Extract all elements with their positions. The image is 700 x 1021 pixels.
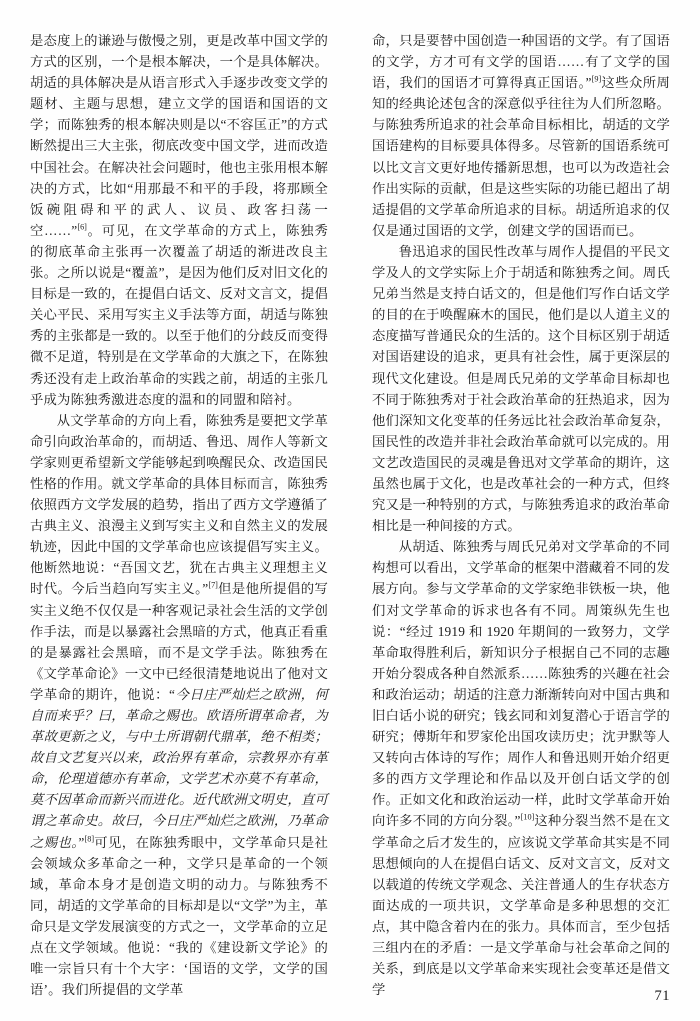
left-column xyxy=(30,30,329,998)
body-text: 命，只是要替中国创造一种国语的文学。有了国语的文学，方才可有文学的国语……有了文学的国语，我们的国语才可算得真正国语。” xyxy=(372,33,670,91)
body-text: 。可见，在文学革命的方式上，陈独秀的彻底革命主张再一次覆盖了胡适的渐进改良主张。之所以说是“覆盖”，是因为他们反对旧文化的目标是一致的，在提倡白话文、反对文言文，提倡关心平民、采用写实主义手法等方面，胡适与陈独秀的主张都是一致的。以至于他们的分歧反而变得微不足道，特别是在文学革命的大旗之下，在陈独秀还没有走上政治革命的实践之前，胡适的主张几乎成为陈独秀激进态度的温和的同盟和陪衬。 xyxy=(30,222,328,407)
body-text: 这些众所周知的经典论述包含的深意似乎往往为人们所忽略。与陈独秀所追求的社会革命目标相比，胡适的文学国语建构的目标要具体得多。尽管新的国语系统可以比文言文更好地传播新思想，也可以为改造社会作出实际的贡献，但是这些实际的功能已超出了胡适提倡的文学革命所追求的目标。胡适所追求的仅仅是通过国语的文学，创建文学的国语而已。 xyxy=(372,75,671,238)
body-text: 是态度上的谦逊与傲慢之别，更是改革中国文学的方式的区别，一个是根本解决，一个是具体解决。胡适的具体解决是从语言形式入手逐步改变文学的题材、主题与思想，建立文学的国语和国语的文学；而陈独秀的根本解决则是以“不容匡正”的方式断然提出三大主张，彻底改变中国文学，进而改造中国社会。在解决社会问题时，他也主张用根本解决的方式，比如“用那最不和平的手段，将那顾全饭碗阻碍和平的武人、议员、政客扫荡一空……” xyxy=(30,33,328,238)
quoted-passage: 今日庄严灿烂之欧洲，何自而来乎？曰，革命之赐也。欧语所谓革命者，为革故更新之义，与中土所谓朝代鼎革，绝不相类；故自文艺复兴以来，政治界有革命，宗教界亦有革命，伦理道德亦有革命，文学艺术亦莫不有革命，莫不因革命而新兴而进化。近代欧洲文明史，直可谓之革命史。故曰，今日庄严灿烂之欧洲，乃革命之赐也。 xyxy=(30,686,329,850)
footnote-reference: [6] xyxy=(77,222,87,232)
page-number: 71 xyxy=(654,987,670,1004)
body-text: 可见，在陈独秀眼中，文学革命只是社会领域众多革命之一种，文学只是革命的一个领域，革命本身才是创造文明的动力。与陈独秀不同，胡适的文学革命的目标却是以“文学”为主，革命只是文学发展演变的方式之一，文学革命的立足点在文学领域。他说：“我的《建设新文学论》的唯一宗旨只有十个大字：‘国语的文学，文学的国语’。我们所提倡的文学革 xyxy=(30,834,329,998)
paragraph-left-2 xyxy=(30,410,328,1001)
footnote-reference: [9] xyxy=(591,74,602,84)
body-text: ” xyxy=(78,834,85,850)
body-text: 但是他所提倡的写实主义绝不仅仅是一种客观记录社会生活的文学创作手法，而是以暴露社会黑暗的方式，他真正看重的是暴露社会黑暗，而不是文学手法。陈独秀在《文学革命论》一文中已经很清楚地说出了他对文学革命的期许，他说：“ xyxy=(30,581,328,702)
paragraph-right-1 xyxy=(372,30,670,241)
paragraph-right-3 xyxy=(372,536,670,1000)
footnote-reference: [7] xyxy=(208,581,218,590)
footnote-reference: [10] xyxy=(520,813,535,823)
body-text: 从胡适、陈独秀与周氏兄弟对文学革命的不同构想可以看出，文学革命的框架中潜藏着不同的发展方向。参与文学革命的文学家绝非铁板一块，他们对文学革命的诉求也各有不同。周策纵先生也说：“经过 1919 和 1920 年期间的一致努力，文学革命取得胜利后，新知识分子根据自己不同的志趣开始分裂成各种自然派系……陈独秀的兴趣在社会和政治运动；胡适的注意力渐渐转向对中国古典和旧白话小说的研究；钱玄同和刘复潜心于语言学的研究；傅斯年和罗家伦出国攻读历史；沈尹默等人又转向古体诗的写作；周作人和鲁迅则开始介绍更多的西方文学理论和作品以及开创白话文学的创作。正如文化和政治运动一样，此时文学革命开始向许多不同的方向分裂。” xyxy=(372,539,670,829)
body-text: 这种分裂当然不是在文学革命之后才发生的，应该说文学革命其实是不同思想倾向的人在提倡白话文、反对文言文，反对文以载道的传统文学观念、关注普通人的生存状态方面达成的一项共识，文学革命是多种思想的交汇点，其中隐含着内在的张力。具体而言，至少包括三组内在的矛盾：一是文学革命与社会革命之间的关系，到底是以文学革命来实现社会变革还是借文学 xyxy=(372,813,670,998)
paragraph-right-2 xyxy=(372,241,670,536)
paragraph-left-1 xyxy=(30,30,328,410)
footnote-reference: [8] xyxy=(84,834,95,844)
body-text: 鲁迅追求的国民性改革与周作人提倡的平民文学及人的文学实际上介于胡适和陈独秀之间。周氏兄弟当然是支持白话文的，但是他们写作白话文学的目的在于唤醒麻木的国民，他们是以人道主义的态度描写普通民众的生活的。这个目标区别于胡适对国语建设的追求，更具有社会性，属于更深层的现代文化建设。但是周氏兄弟的文学革命目标却也不同于陈独秀对于社会政治革命的狂热追求，因为他们深知文化变革的任务远比社会政治革命复杂，国民性的改造并非社会政治革命就可以完成的。用文艺改造国民的灵魂是鲁迅对文学革命的期许，这虽然也属于文化，也是改革社会的一种方式，但终究又是一种特别的方式，与陈独秀追求的政治革命相比是一种间接的方式。 xyxy=(372,243,670,534)
body-text: 从文学革命的方向上看，陈独秀是要把文学革命引向政治革命的，而胡适、鲁迅、周作人等新文学家则更希望新文学能够起到唤醒民众、改造国民性格的作用。就文学革命的具体目标而言，陈独秀依照西方文学发展的趋势，指出了西方文学遵循了古典主义、浪漫主义到写实主义和自然主义的发展轨迹，因此中国的文学革命也应该提倡写实主义。他断然地说：“吾国文艺，犹在古典主义理想主义时代。今后当趋向写实主义。” xyxy=(30,412,328,597)
